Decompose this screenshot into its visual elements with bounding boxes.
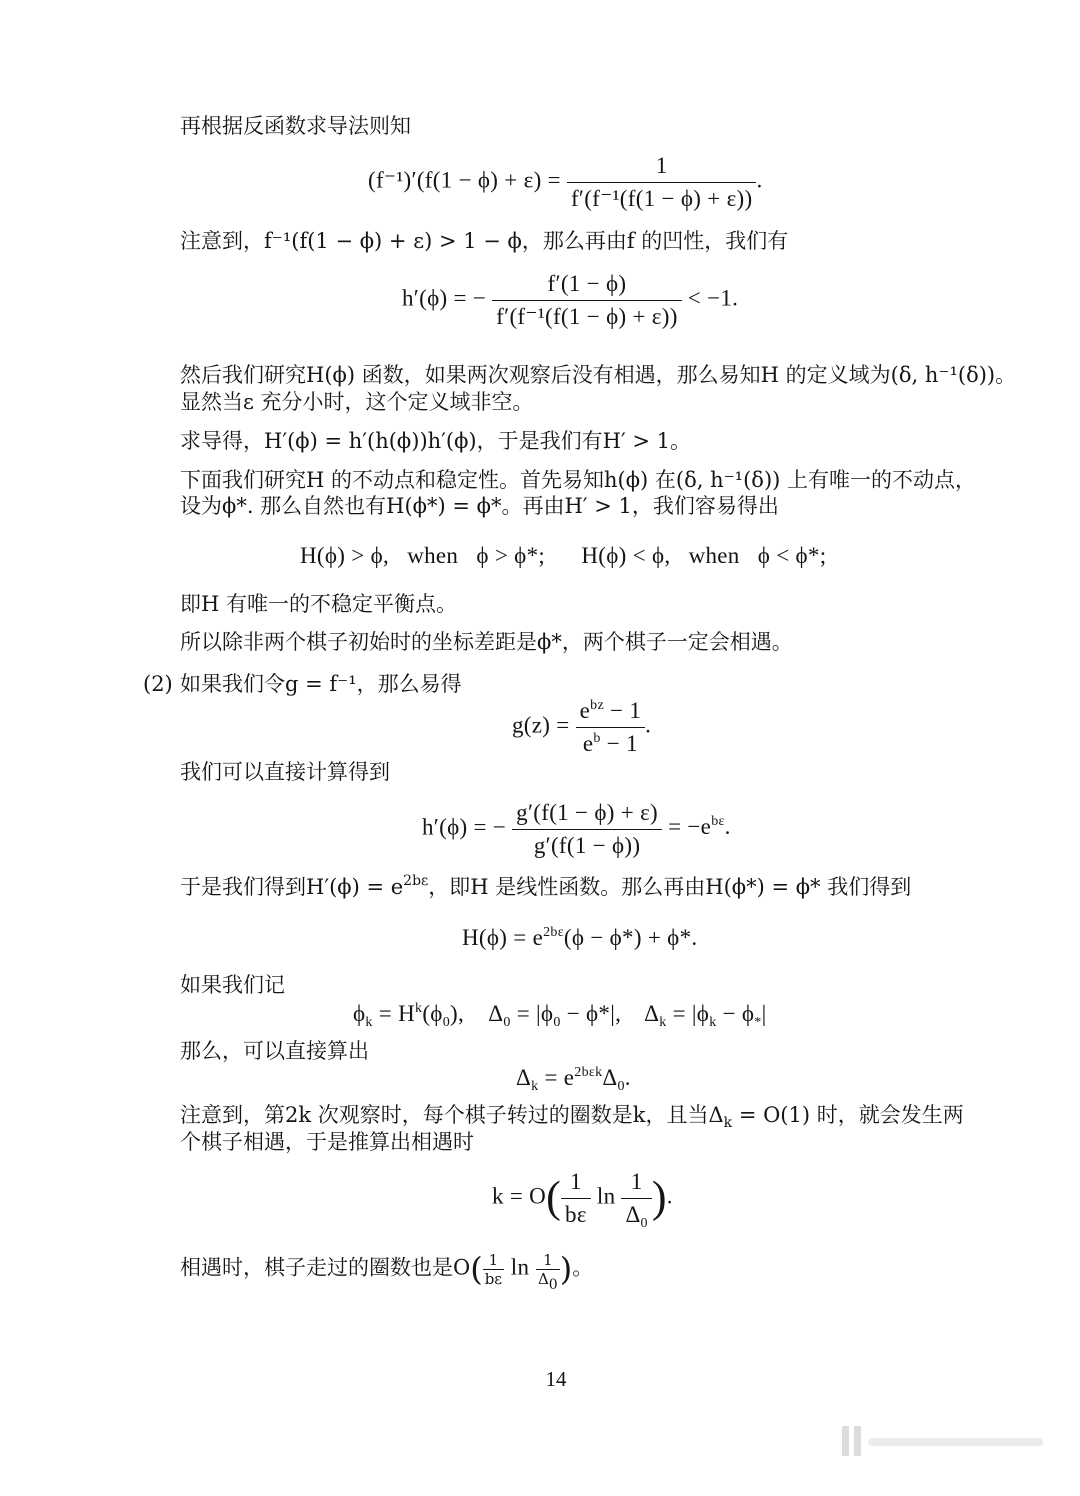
watermark-logo [838, 1424, 1048, 1460]
paragraph-if-we-denote: 如果我们记 [180, 973, 285, 997]
eq1-denominator: f′(f⁻¹(f(1 − ϕ) + ε)) [570, 185, 753, 211]
equation-h-prime [402, 270, 738, 330]
equation-stability-cases: H(ϕ) > ϕ, when ϕ > ϕ*; H(ϕ) < ϕ, when ϕ < ϕ*; [300, 543, 827, 568]
eq4-denominator: $e^b - 1$ [582, 730, 638, 756]
eq9-f2-num: 1 [621, 1168, 651, 1199]
eq9-fraction-2 [621, 1168, 651, 1231]
p14-fraction-2 [536, 1250, 560, 1293]
eq9-f1-den: bε [565, 1201, 587, 1227]
eq4-end: . [645, 712, 652, 738]
paragraph-fixed-point-line2: 设为ϕ*. 那么自然也有H(ϕ*) = ϕ*。再由H′ > 1，我们容易得出 [180, 494, 779, 518]
p14-f2-num: 1 [536, 1251, 560, 1270]
eq4-lhs: g(z) = [512, 712, 570, 738]
paragraph-note-concavity: 注意到，f⁻¹(f(1 − ϕ) + ε) > 1 − ϕ，那么再由f 的凹性，我们有 [180, 229, 789, 253]
eq1-end: . [756, 167, 763, 193]
equation-delta-k: $\Delta_k = e^{2b\varepsilon k}\Delta_0$. [516, 1065, 631, 1094]
eq1-numerator: 1 [567, 152, 757, 183]
paragraph-let-g: 如果我们令g = f⁻¹，那么易得 [180, 672, 462, 696]
paragraph-inverse-derivative: 再根据反函数求导法则知 [180, 114, 411, 138]
p14-f1-den: bε [484, 1269, 503, 1288]
eq5-denominator: g′(f(1 − ϕ)) [533, 832, 641, 858]
eq9-end: . [666, 1183, 673, 1209]
equation-h-prime-g [422, 799, 731, 859]
item-label-2: (2) [143, 672, 173, 696]
eq5-fraction [512, 799, 662, 859]
eq4-fraction [576, 697, 646, 757]
eq2-fraction [492, 270, 682, 330]
eq9-f1-num: 1 [561, 1168, 591, 1199]
p14-pre: 相遇时，棋子走过的圈数也是O [180, 1255, 471, 1280]
paragraph-H-derivative: 求导得，H′(ϕ) = h′(h(ϕ))h′(ϕ)，于是我们有H′ > 1。 [180, 429, 692, 453]
eq4-numerator: $e^{bz} - 1$ [576, 697, 646, 728]
paragraph-linear-H [180, 875, 911, 900]
eq9-ln: ln [596, 1183, 616, 1209]
p14-post: 。 [572, 1255, 594, 1280]
p10-text: 于是我们得到$H'(\phi) = e^{2b\varepsilon}$，即H 是线性函数。那么再由H(ϕ*) = ϕ* 我们得到 [180, 873, 912, 899]
paragraph-total-laps [180, 1250, 594, 1293]
left-paren: ( [546, 1172, 562, 1222]
eq2-lhs: h′(ϕ) = − [402, 285, 487, 311]
p14-left-paren: ( [470, 1250, 483, 1288]
eq1-lhs: (f⁻¹)′(f(1 − ϕ) + ε) = [368, 167, 561, 193]
p14-ln: ln [510, 1254, 530, 1280]
equation-notation: $\phi_k = H^k(\phi_0)$, $\Delta_0 = |\phi_0 - \phi*|$, $\Delta_k = |\phi_k - \phi_*|$ [353, 1001, 767, 1030]
paragraph-conclusion-meet: 所以除非两个棋子初始时的坐标差距是ϕ*，两个棋子一定会相遇。 [180, 630, 793, 654]
eq1-fraction [567, 152, 757, 212]
eq2-denominator: f′(f⁻¹(f(1 − ϕ) + ε)) [496, 303, 678, 329]
p14-f1-num: 1 [483, 1251, 504, 1270]
equation-k-order [492, 1168, 673, 1231]
equation-H-linear: $H(\phi) = e^{2b\varepsilon}(\phi - \phi*) + \phi*$. [462, 925, 698, 950]
paragraph-fixed-point-line1: 下面我们研究H 的不动点和稳定性。首先易知h(ϕ) 在(δ, h⁻¹(δ)) 上有唯一的不动点， [180, 468, 976, 492]
eq5-end: = $-e^{b\varepsilon}$. [668, 814, 731, 840]
paragraph-meeting-line2: 个棋子相遇，于是推算出相遇时 [180, 1130, 474, 1154]
equation-g-z [512, 697, 651, 757]
eq5-lhs: h′(ϕ) = − [422, 814, 507, 840]
p14-right-paren: ) [559, 1250, 573, 1288]
equation-inverse-derivative [368, 152, 763, 212]
eq2-end: < −1. [687, 285, 739, 311]
paragraph-H-domain-line2: 显然当ε 充分小时，这个定义域非空。 [180, 390, 534, 414]
paragraph-meeting-line1: 注意到，第2k 次观察时，每个棋子转过的圈数是k，且当$\Delta_k = O(1)$ 时，就会发生两 [180, 1103, 964, 1131]
eq2-numerator: f′(1 − ϕ) [492, 270, 682, 301]
eq9-f2-den: $\Delta_0$ [625, 1201, 648, 1231]
paragraph-direct-compute: 我们可以直接计算得到 [180, 760, 390, 784]
p14-f2-den: $\Delta_0$ [537, 1269, 558, 1293]
eq9-lhs: k = O [492, 1183, 547, 1209]
paragraph-unstable-equilibrium: 即H 有唯一的不稳定平衡点。 [180, 592, 457, 616]
paragraph-H-domain-line1: 然后我们研究H(ϕ) 函数，如果两次观察后没有相遇，那么易知H 的定义域为(δ, h⁻¹(δ))。 [180, 363, 1017, 387]
right-paren: ) [651, 1172, 667, 1222]
p14-fraction-1 [483, 1251, 504, 1288]
paragraph-then-compute: 那么，可以直接算出 [180, 1039, 369, 1063]
eq5-numerator: g′(f(1 − ϕ) + ε) [512, 799, 662, 830]
eq9-fraction-1 [561, 1168, 591, 1228]
page-number: 14 [545, 1367, 567, 1391]
